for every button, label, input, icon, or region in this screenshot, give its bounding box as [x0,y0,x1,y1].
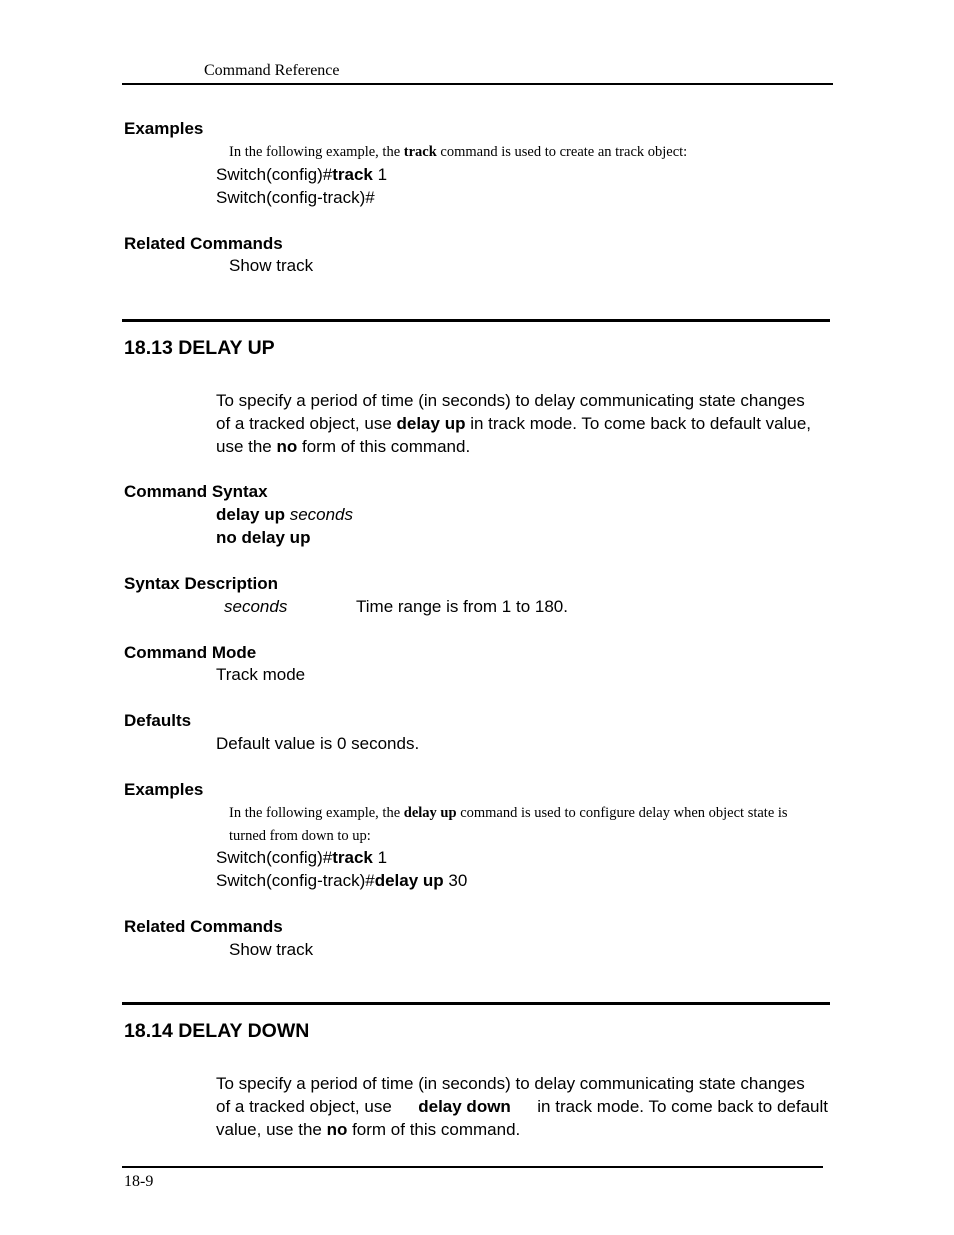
syntax-command: delay up [216,505,285,524]
example-intro-cmd: track [403,144,437,160]
desc-text: form of this command. [347,1120,521,1139]
related-commands-heading: Related Commands [124,917,283,936]
section-description-line [216,1097,828,1117]
desc-text: in track mode. To come back to default value, [465,414,812,433]
desc-text: in track mode. To come back to default [537,1097,828,1116]
related-commands-heading: Related Commands [124,234,283,253]
example-intro-line2: turned from down to up: [229,828,371,844]
header-rule [122,83,833,85]
syntax-line [216,505,353,525]
example-intro-pre: In the following example, the [229,144,404,160]
section-description-line [216,414,811,434]
example-intro-post: command is used to configure delay when object state is [456,805,788,821]
syntax-arg: seconds [284,505,354,524]
desc-command: no [326,1120,348,1139]
desc-command: delay down [418,1097,511,1116]
command-mode-value: Track mode [216,665,306,684]
desc-command: delay up [396,414,466,433]
cli-arg: 1 [372,165,388,184]
example-intro [229,144,687,161]
param-name [224,597,287,617]
example-line [216,188,375,208]
syntax-description-heading: Syntax Description [124,574,278,593]
cli-prompt: Switch(config)# [216,165,333,184]
cli-arg: 30 [443,871,468,890]
cli-command: track [332,165,373,184]
command-syntax-heading: Command Syntax [124,482,268,501]
running-header: Command Reference [204,62,340,79]
syntax-command: no delay up [216,528,311,547]
examples-heading: Examples [124,780,204,799]
desc-command: no [276,437,298,456]
page-number: 18-9 [124,1173,154,1190]
example-line [216,848,387,868]
command-mode-heading: Command Mode [124,643,257,662]
cli-command: track [332,848,373,867]
desc-text: of a tracked object, use [216,414,397,433]
example-line [216,165,387,185]
section-description-line: To specify a period of time (in seconds) to delay communicating state changes [216,1074,805,1093]
section-description-line: To specify a period of time (in seconds) to delay communicating state changes [216,391,805,410]
desc-text: of a tracked object, use [216,1097,392,1116]
cli-prompt: Switch(config-track)# [216,871,375,890]
example-line [216,871,467,891]
section-description-line [216,1120,520,1140]
param-description: Time range is from 1 to 180. [356,597,568,616]
cli-command: delay up [374,871,444,890]
defaults-value: Default value is 0 seconds. [216,734,420,753]
desc-text: use the [216,437,277,456]
example-intro-pre: In the following example, the [229,805,404,821]
section-rule [122,1002,830,1005]
cli-arg: 1 [372,848,388,867]
syntax-line [216,528,310,548]
related-command-link[interactable]: Show track [229,256,314,275]
section-description-line [216,437,470,457]
example-intro-post: command is used to create an track object: [436,144,688,160]
examples-heading: Examples [124,119,204,138]
section-title: 18.13 DELAY UP [124,337,275,359]
defaults-heading: Defaults [124,711,192,730]
footer-rule [122,1166,823,1168]
desc-text: value, use the [216,1120,327,1139]
cli-prompt: Switch(config-track)# [216,188,375,207]
param-name-text: seconds [224,597,288,616]
section-title: 18.14 DELAY DOWN [124,1020,310,1042]
example-intro [229,805,788,822]
example-intro-cmd: delay up [403,805,457,821]
related-command-link[interactable]: Show track [229,940,314,959]
cli-prompt: Switch(config)# [216,848,333,867]
desc-text: form of this command. [297,437,471,456]
section-rule [122,319,830,322]
